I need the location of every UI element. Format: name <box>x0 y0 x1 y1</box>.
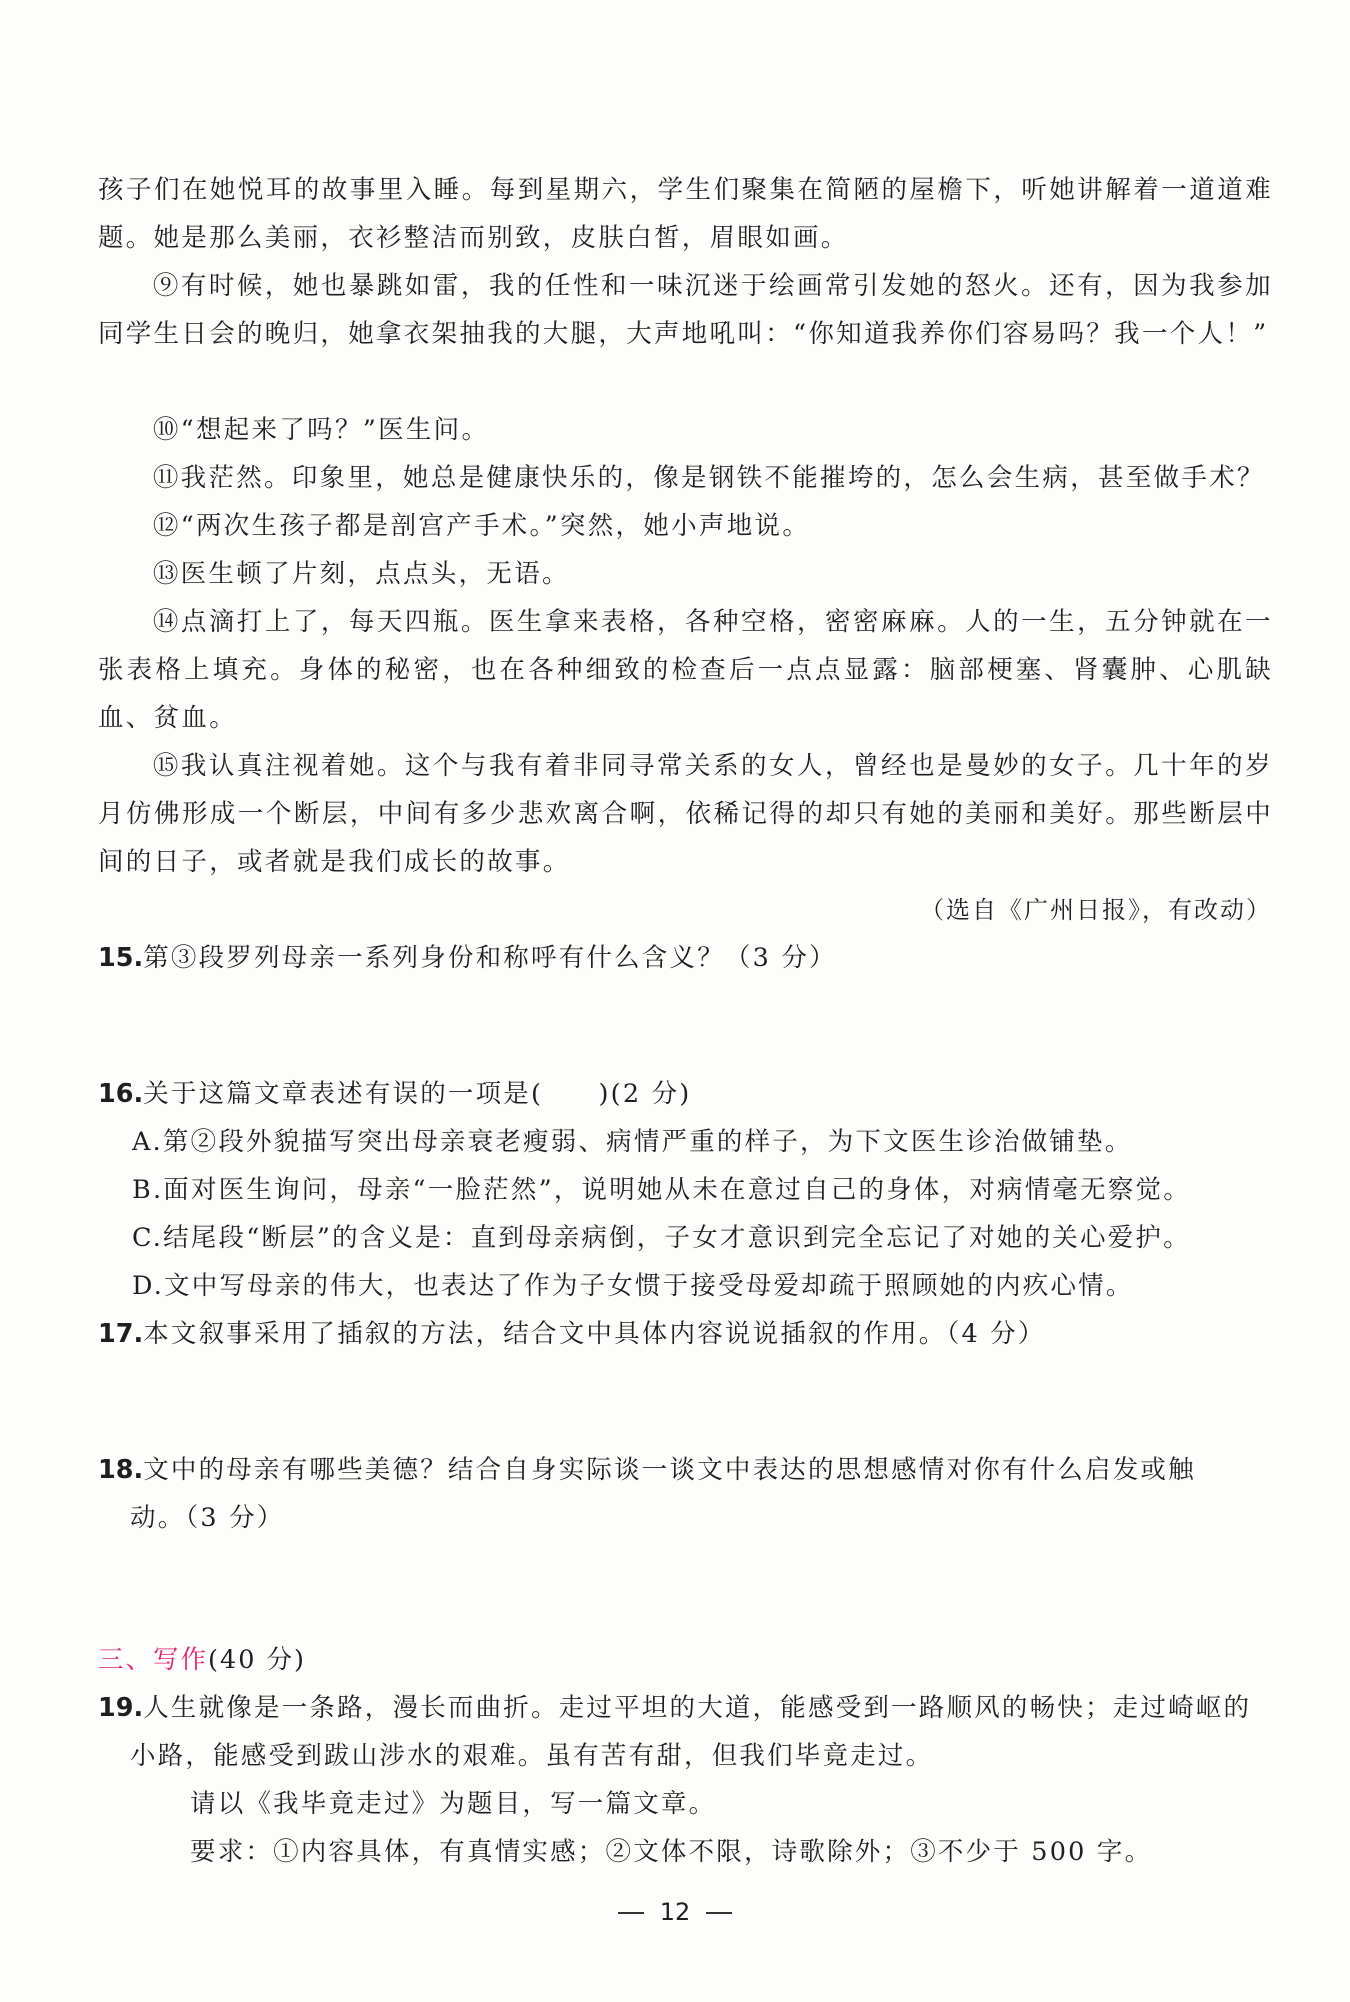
question-15 <box>98 934 1273 982</box>
question-text-line2: 动。（3 分） <box>130 1503 285 1533</box>
question-text-line1: 文中的母亲有哪些美德？结合自身实际谈一谈文中表达的思想感情对你有什么启发或触 <box>143 1455 1196 1485</box>
passage-source: （选自《广州日报》，有改动） <box>920 896 1272 924</box>
question-text: 关于这篇文章表述有误的一项是( )(2 分) <box>143 1079 692 1109</box>
footer-dash-right <box>706 1912 732 1914</box>
passage-paragraph-15: ⑮我认真注视着她。这个与我有着非同寻常关系的女人，曾经也是曼妙的女子。几十年的岁月仿佛形成一个断层，中间有多少悲欢离合啊，依稀记得的却只有她的美丽和美好。那些断层中间的日子，或者就是我们成长的故事。 <box>98 751 1273 877</box>
section-writing-title <box>98 1636 306 1684</box>
question-text-line2: 小路，能感受到跋山涉水的艰难。虽有苦有甜，但我们毕竟走过。 <box>130 1741 934 1771</box>
section-points: (40 分) <box>208 1645 306 1675</box>
option-c: C.结尾段“断层”的含义是：直到母亲病倒，子女才意识到完全忘记了对她的关心爱护。 <box>132 1223 1191 1253</box>
question-18 <box>98 1446 1273 1542</box>
question-17 <box>98 1310 1273 1358</box>
page-footer <box>0 1892 1350 1932</box>
passage-paragraph-10: ⑩“想起来了吗？”医生问。 <box>152 415 490 445</box>
option-b: B.面对医生询问，母亲“一脸茫然”，说明她从未在意过自己的身体，对病情毫无察觉。 <box>132 1175 1191 1205</box>
writing-requirements: 要求：①内容具体，有真情实感；②文体不限，诗歌除外；③不少于 500 字。 <box>190 1837 1153 1867</box>
question-text: 第③段罗列母亲一系列身份和称呼有什么含义？（3 分） <box>143 943 837 973</box>
question-19 <box>98 1684 1273 1780</box>
question-text-line1: 人生就像是一条路，漫长而曲折。走过平坦的大道，能感受到一路顺风的畅快；走过崎岖的 <box>143 1693 1252 1723</box>
option-a: A.第②段外貌描写突出母亲衰老瘦弱、病情严重的样子，为下文医生诊治做铺垫。 <box>132 1127 1133 1157</box>
passage-paragraph-intro: 孩子们在她悦耳的故事里入睡。每到星期六，学生们聚集在简陋的屋檐下，听她讲解着一道道难题。她是那么美丽，衣衫整洁而别致，皮肤白皙，眉眼如画。 <box>98 175 1273 253</box>
writing-prompt: 请以《我毕竟走过》为题目，写一篇文章。 <box>190 1789 717 1819</box>
passage-paragraph-11: ⑪我茫然。印象里，她总是健康快乐的，像是钢铁不能摧垮的，怎么会生病，甚至做手术？ <box>152 463 1265 493</box>
question-16 <box>98 1070 1273 1118</box>
passage-paragraph-9: ⑨有时候，她也暴跳如雷，我的任性和一味沉迷于绘画常引发她的怒火。还有，因为我参加同学生日会的晚归，她拿衣架抽我的大腿，大声地吼叫：“你知道我养你们容易吗？我一个人！” <box>98 271 1273 349</box>
question-number: 17. <box>98 1319 144 1349</box>
question-number: 16. <box>98 1079 144 1109</box>
section-label: 三、写作 <box>98 1645 209 1675</box>
question-number: 15. <box>98 943 144 973</box>
footer-dash-left <box>618 1912 644 1914</box>
passage-paragraph-12: ⑫“两次生孩子都是剖宫产手术。”突然，她小声地说。 <box>152 511 811 541</box>
question-number: 19. <box>98 1693 144 1723</box>
passage-paragraph-14: ⑭点滴打上了，每天四瓶。医生拿来表格，各种空格，密密麻麻。人的一生，五分钟就在一张表格上填充。身体的秘密，也在各种细致的检查后一点点显露：脑部梗塞、肾囊肿、心肌缺血、贫血。 <box>98 607 1273 733</box>
option-d: D.文中写母亲的伟大，也表达了作为子女惯于接受母爱却疏于照顾她的内疚心情。 <box>132 1271 1134 1301</box>
question-number: 18. <box>98 1455 144 1485</box>
question-text: 本文叙事采用了插叙的方法，结合文中具体内容说说插叙的作用。（4 分） <box>143 1319 1046 1349</box>
page-number: 12 <box>659 1898 691 1926</box>
passage-paragraph-13: ⑬医生顿了片刻，点点头，无语。 <box>152 559 570 589</box>
